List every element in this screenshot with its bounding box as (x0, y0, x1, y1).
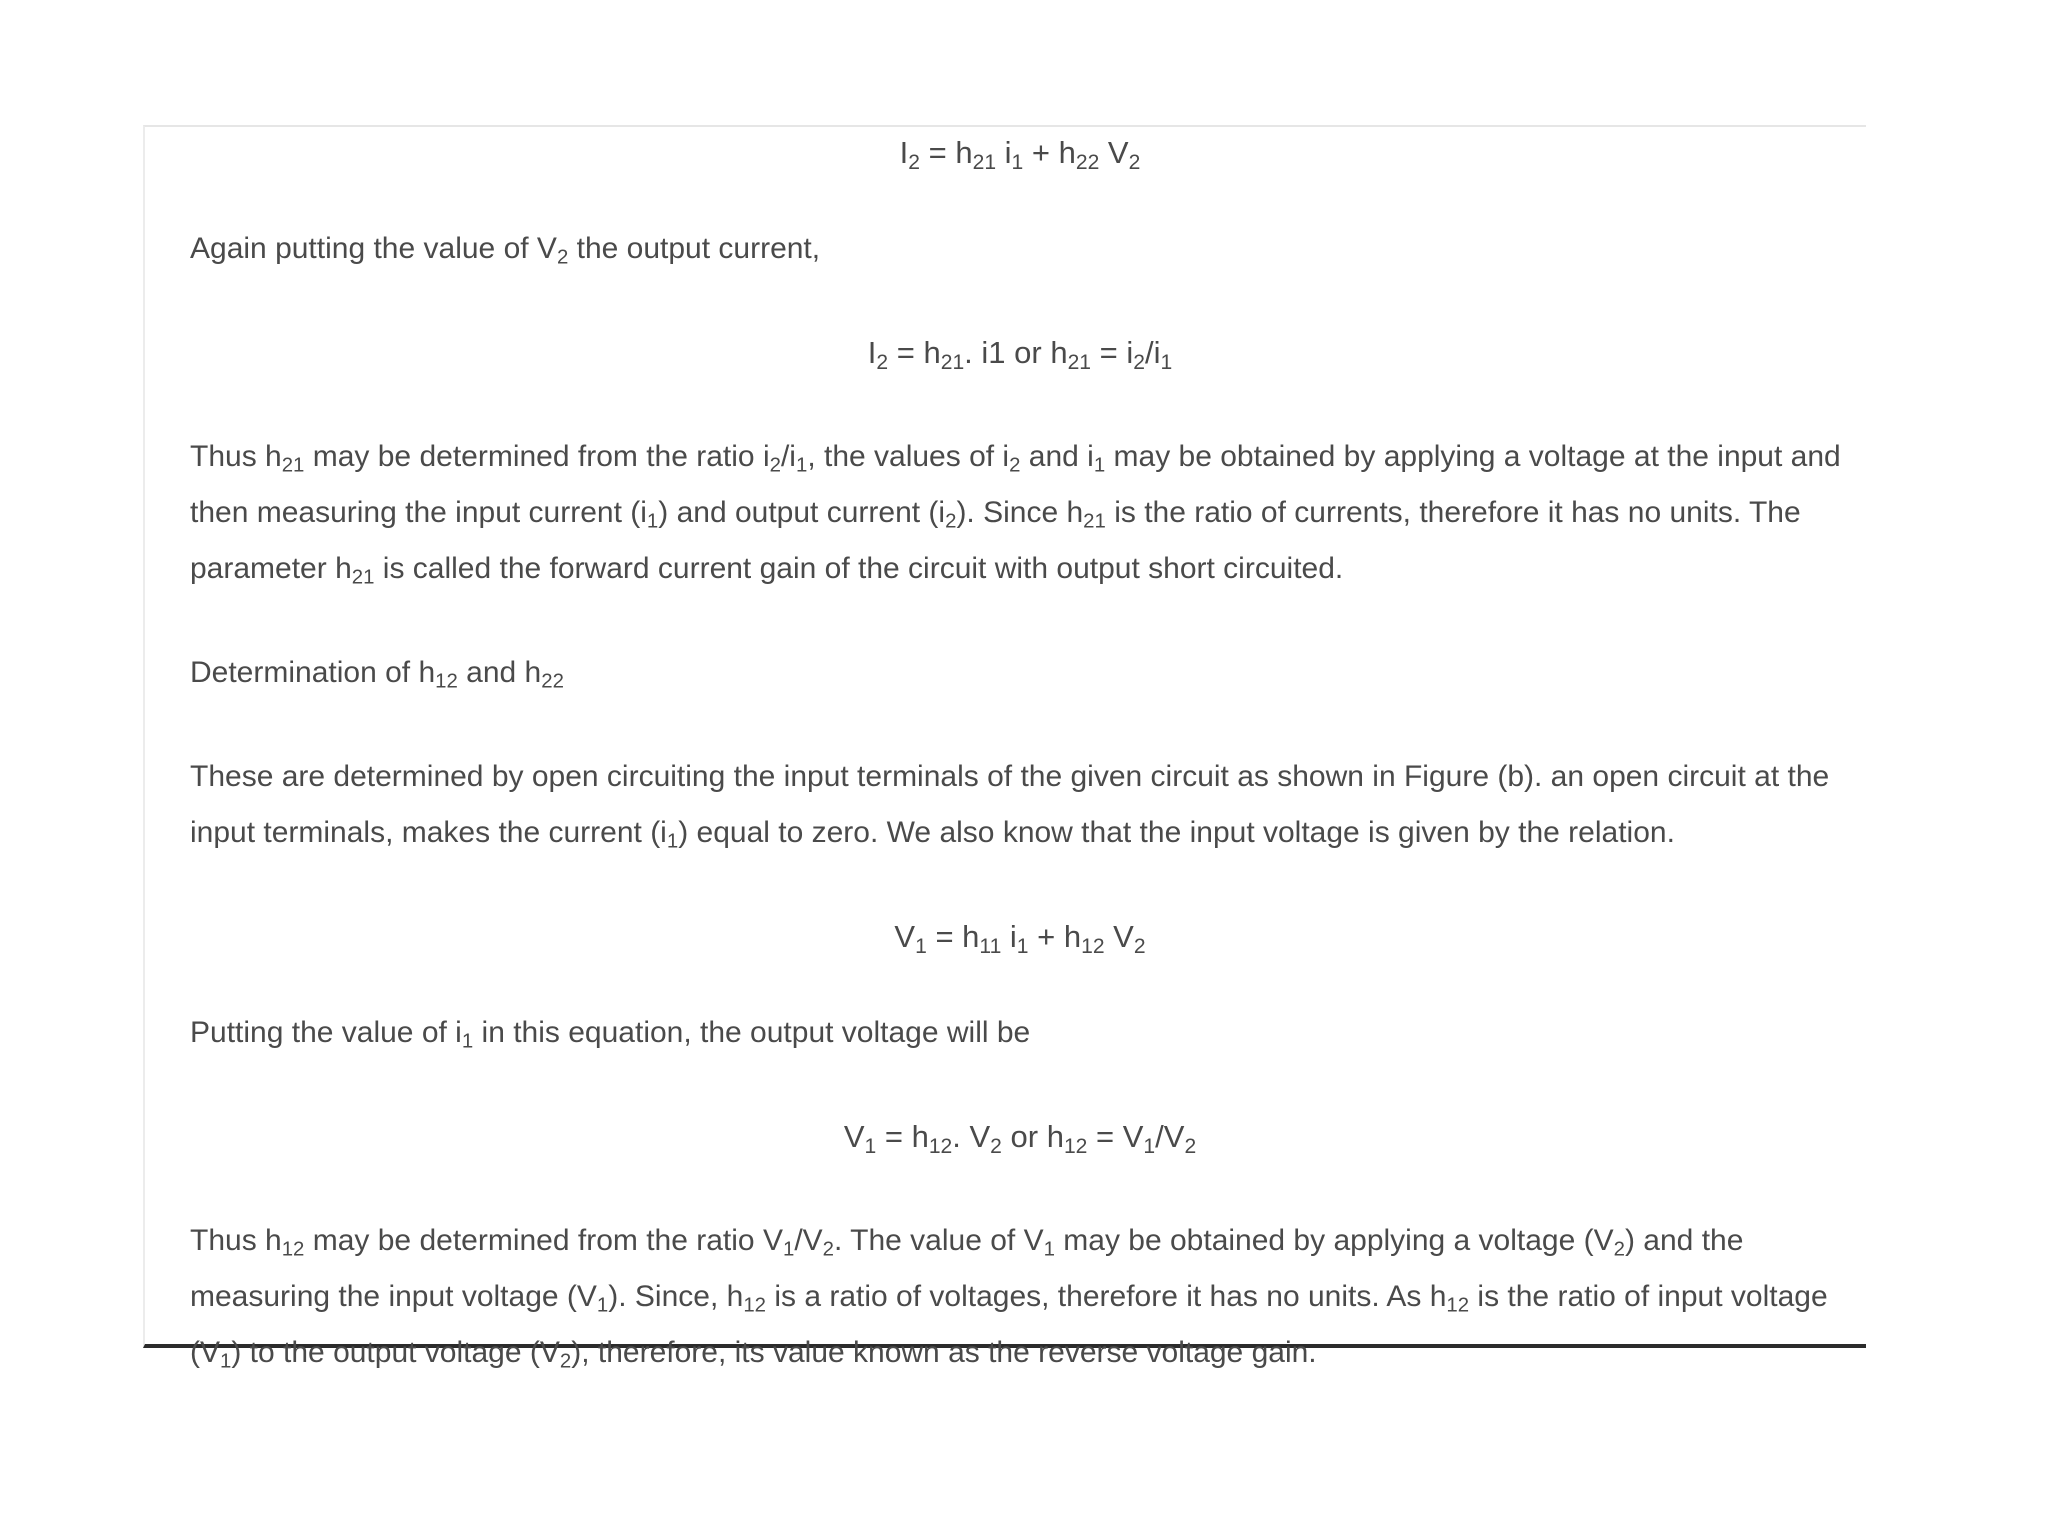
para-sub: 21 (351, 566, 375, 589)
eq-sub: 2 (876, 350, 889, 374)
eq-sub: 12 (1081, 934, 1105, 958)
para-text: the output current, (568, 232, 821, 265)
para-text: is called the forward current gain of the circuit with output short circuited. (374, 552, 1344, 585)
eq-text: = i (1091, 335, 1134, 370)
para-sub: 1 (596, 1294, 609, 1317)
para-text: ) to the output voltage (V (231, 1336, 560, 1369)
para-text: may be obtained by applying a voltage at the input and then measuring the input current (i (190, 440, 1841, 529)
para-text: . The value of V (834, 1224, 1044, 1257)
para-text: Thus h (190, 440, 282, 473)
para-sub: 2 (945, 510, 957, 533)
para-sub: 21 (1083, 510, 1106, 533)
eq-sub: 2 (990, 1134, 1002, 1158)
para-sub: 2 (1613, 1238, 1625, 1261)
para-sub: 12 (1446, 1294, 1470, 1317)
eq-sub: 1 (1160, 350, 1173, 374)
para-sub: 1 (1093, 454, 1106, 477)
eq-text: . V (952, 1119, 991, 1154)
para-text: may be determined from the ratio V (304, 1224, 783, 1257)
para-text: ) equal to zero. We also know that the input voltage is given by the relation. (678, 816, 1675, 849)
para-text: ) and output current (i (658, 496, 946, 529)
eq-sub: 21 (972, 150, 997, 174)
eq-text: V (894, 919, 916, 954)
eq-sub: 2 (1184, 1134, 1197, 1158)
eq-sub: 2 (1133, 934, 1146, 958)
para-text: in this equation, the output voltage will be (473, 1016, 1031, 1049)
paragraph-open-circuit (190, 749, 1850, 861)
heading-sub: 22 (541, 670, 564, 693)
para-sub: 1 (782, 1238, 795, 1261)
eq-text: = h (920, 135, 973, 170)
heading-sub: 12 (435, 670, 458, 693)
eq-text: + h (1028, 919, 1082, 954)
eq-sub: 11 (979, 934, 1002, 958)
heading-text: and h (457, 656, 542, 689)
heading-text: Determination of h (190, 656, 436, 689)
eq-text: I (867, 335, 877, 370)
eq-sub: 21 (1067, 350, 1092, 374)
para-text: may be obtained by applying a voltage (V (1054, 1224, 1614, 1257)
para-text: , the values of i (807, 440, 1010, 473)
para-text: Thus h (190, 1224, 282, 1257)
eq-sub: 2 (1133, 350, 1145, 374)
para-sub: 12 (281, 1238, 305, 1261)
eq-sub: 1 (915, 934, 927, 958)
para-sub: 1 (646, 510, 659, 533)
eq-sub: 1 (1011, 150, 1024, 174)
para-text: ), therefore, its value known as the reverse voltage gain. (571, 1336, 1317, 1369)
eq-text: i (1001, 919, 1017, 954)
para-text: /i (780, 440, 796, 473)
eq-text: = h (888, 335, 941, 370)
eq-text: = h (926, 919, 980, 954)
document-content (190, 125, 1850, 1381)
eq-sub: 2 (1128, 150, 1141, 174)
paragraph-h21 (190, 429, 1850, 597)
para-text: is a ratio of voltages, therefore it has no units. As h (766, 1280, 1447, 1313)
section-heading (190, 645, 1850, 701)
eq-text: /i (1144, 335, 1161, 370)
para-text: ). Since h (956, 496, 1084, 529)
para-sub: 1 (461, 1030, 474, 1053)
para-text: Putting the value of i (190, 1016, 462, 1049)
equation-v1 (190, 909, 1850, 965)
eq-sub: 1 (864, 1134, 877, 1158)
eq-text: + h (1023, 135, 1076, 170)
eq-text: I (899, 135, 909, 170)
equation-h12 (190, 1109, 1850, 1165)
para-sub: 2 (769, 454, 781, 477)
equation-i2 (190, 125, 1850, 181)
para-sub: 2 (822, 1238, 835, 1261)
eq-text: V (1104, 919, 1134, 954)
para-sub: 1 (1043, 1238, 1055, 1261)
para-sub: 1 (220, 1350, 232, 1373)
eq-sub: 21 (940, 350, 965, 374)
para-text: ) and the measuring the input voltage (V (190, 1224, 1744, 1313)
para-text: These are determined by open circuiting the input terminals of the given circuit as shown in Figure (b). an open circuit at the input terminals, makes the current (i (190, 760, 1830, 849)
eq-text: or h (1001, 1119, 1064, 1154)
para-text: Again putting the value of V (190, 232, 557, 265)
para-text: may be determined from the ratio i (304, 440, 770, 473)
eq-sub: 2 (908, 150, 921, 174)
eq-sub: 22 (1075, 150, 1100, 174)
equation-h21 (190, 325, 1850, 381)
eq-text: = h (876, 1119, 929, 1154)
eq-text: . i1 or h (964, 335, 1068, 370)
para-sub: 21 (281, 454, 305, 477)
para-sub: 1 (666, 830, 679, 853)
paragraph-h12 (190, 1213, 1850, 1381)
para-sub: 2 (559, 1350, 572, 1373)
eq-text: V (1099, 135, 1129, 170)
eq-text: /V (1155, 1119, 1185, 1154)
eq-text: i (996, 135, 1012, 170)
para-text: /V (794, 1224, 823, 1257)
para-text: ). Since, h (608, 1280, 744, 1313)
para-text: is the ratio of input voltage (V (190, 1280, 1828, 1369)
eq-sub: 1 (1016, 934, 1029, 958)
eq-text: = V (1087, 1119, 1144, 1154)
paragraph-putting (190, 1005, 1850, 1061)
para-sub: 2 (1009, 454, 1021, 477)
para-sub: 12 (743, 1294, 766, 1317)
eq-text: V (843, 1119, 865, 1154)
para-sub: 2 (556, 246, 569, 269)
eq-sub: 12 (928, 1134, 953, 1158)
paragraph-again (190, 221, 1850, 277)
eq-sub: 1 (1143, 1134, 1156, 1158)
para-sub: 1 (795, 454, 808, 477)
para-text: and i (1020, 440, 1094, 473)
eq-sub: 12 (1063, 1134, 1088, 1158)
para-text: is the ratio of currents, therefore it has no units. The parameter h (190, 496, 1801, 585)
